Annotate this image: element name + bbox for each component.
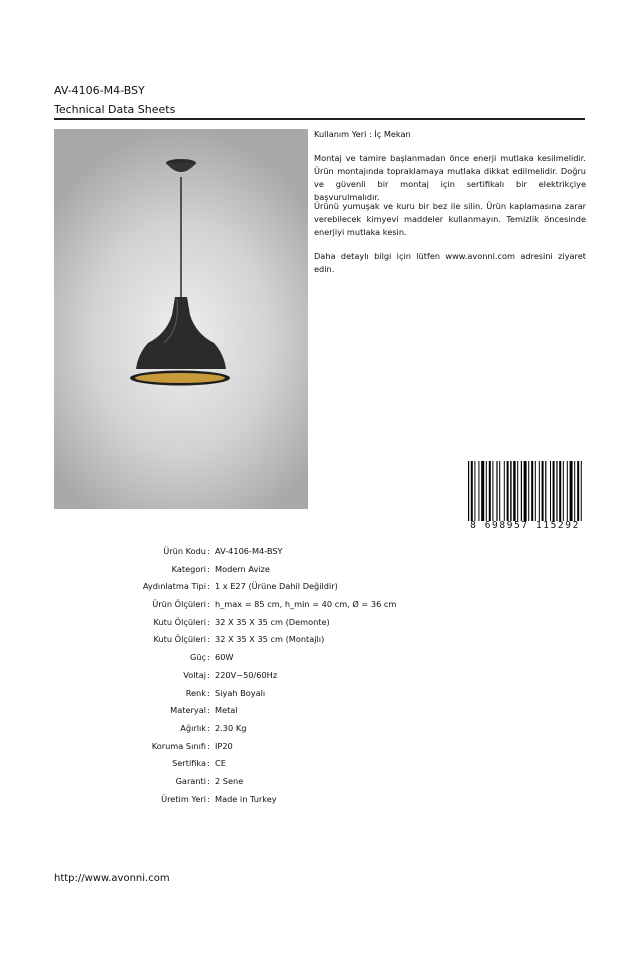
spec-colon: : xyxy=(207,546,210,556)
spec-value: h_max = 85 cm, h_min = 40 cm, Ø = 36 cm xyxy=(215,599,397,610)
spec-value: AV-4106-M4-BSY xyxy=(215,546,283,556)
footer-url[interactable]: http://www.avonni.com xyxy=(54,873,170,884)
product-code-title: AV-4106-M4-BSY xyxy=(54,84,145,97)
barcode-bar xyxy=(574,461,575,521)
spec-row xyxy=(0,740,640,758)
spec-colon: : xyxy=(207,634,210,645)
spec-value: Metal xyxy=(215,705,238,716)
spec-colon: : xyxy=(207,669,210,680)
barcode-bar xyxy=(581,461,582,521)
spec-label: Güç xyxy=(189,652,206,663)
barcode-bar xyxy=(556,461,557,521)
barcode-bar xyxy=(553,461,555,521)
spec-colon: : xyxy=(207,705,210,716)
barcode-bar xyxy=(542,461,544,521)
spec-value: Modern Avize xyxy=(215,563,270,574)
spec-label: Kategori xyxy=(171,563,206,574)
spec-colon: : xyxy=(207,740,210,751)
header-divider xyxy=(54,118,585,120)
spec-label: Koruma Sınıfı xyxy=(151,740,206,751)
spec-value: Siyah Boyalı xyxy=(215,687,266,698)
spec-label: Voltaj xyxy=(183,669,206,680)
spec-value: 220V~50/60Hz xyxy=(215,669,278,680)
spec-label: Kutu Ölçüleri xyxy=(153,616,206,627)
spec-value: 2.30 Kg xyxy=(215,722,247,733)
cleaning-note: Ürünü yumuşak ve kuru bir bez ile silin. Ürün kaplamasına zarar verebilecek kimyevi maddeler kullanmayın. Temizlik öncesinde enerjiyi mutlaka kesin. xyxy=(314,201,586,237)
usage-location: Kullanım Yeri : İç Mekan xyxy=(314,129,411,139)
canopy-body xyxy=(166,163,196,172)
barcode-bar xyxy=(559,461,561,521)
spec-row xyxy=(0,598,640,616)
barcode-bar xyxy=(492,461,493,521)
barcode-bar xyxy=(486,461,487,521)
spec-label: Aydınlatma Tipi xyxy=(142,581,206,592)
shade-interior xyxy=(135,373,225,383)
spec-row xyxy=(0,580,640,598)
spec-colon: : xyxy=(207,652,210,663)
spec-value: IP20 xyxy=(215,740,233,751)
barcode-bar xyxy=(570,461,573,521)
spec-value: 2 Sene xyxy=(215,775,244,786)
barcode-bar xyxy=(489,461,491,521)
spec-row xyxy=(0,563,640,581)
spec-colon: : xyxy=(207,563,210,574)
spec-colon: : xyxy=(207,599,210,610)
barcode-bar xyxy=(499,461,500,521)
barcode-bar xyxy=(577,461,579,521)
barcode-bar xyxy=(496,461,497,521)
spec-value: 32 X 35 X 35 cm (Montajlı) xyxy=(215,634,325,645)
spec-row xyxy=(0,616,640,634)
barcode-bar xyxy=(524,461,527,521)
spec-value: 60W xyxy=(215,652,234,663)
barcode-bar xyxy=(550,461,551,521)
spec-label: Ürün Ölçüleri xyxy=(152,599,206,610)
spec-label: Ağırlık xyxy=(180,722,206,733)
barcode-bar xyxy=(478,461,479,521)
spec-colon: : xyxy=(207,616,210,627)
spec-row xyxy=(0,704,640,722)
barcode-bar xyxy=(567,461,568,521)
spec-value: Made in Turkey xyxy=(215,793,277,804)
spec-label: Ürün Kodu xyxy=(163,546,206,556)
barcode-bar xyxy=(539,461,540,521)
spec-colon: : xyxy=(207,758,210,769)
spec-table xyxy=(0,545,640,810)
pendant-lamp-illustration xyxy=(54,129,308,509)
product-photo xyxy=(54,129,308,509)
spec-value: 32 X 35 X 35 cm (Demonte) xyxy=(215,616,330,627)
barcode-bar xyxy=(504,461,505,521)
barcode-bar xyxy=(471,461,473,521)
barcode-bar xyxy=(513,461,515,521)
spec-value: CE xyxy=(215,758,226,769)
spec-colon: : xyxy=(207,687,210,698)
barcode-bars xyxy=(466,461,584,521)
barcode-bar xyxy=(521,461,522,521)
barcode-bar xyxy=(517,461,518,521)
barcode-bar xyxy=(481,461,484,521)
spec-row xyxy=(0,545,640,563)
barcode-bar xyxy=(535,461,536,521)
spec-colon: : xyxy=(207,581,210,592)
spec-label: Sertifika xyxy=(172,758,206,769)
spec-row xyxy=(0,722,640,740)
spec-row xyxy=(0,669,640,687)
barcode-bar xyxy=(528,461,529,521)
spec-row xyxy=(0,757,640,775)
spec-colon: : xyxy=(207,722,210,733)
spec-label: Üretim Yeri xyxy=(161,793,206,804)
barcode-bar xyxy=(531,461,533,521)
spec-row xyxy=(0,633,640,651)
spec-label: Renk xyxy=(185,687,206,698)
barcode-bar xyxy=(468,461,469,521)
installation-note: Montaj ve tamire başlanmadan önce enerji mutlaka kesilmelidir. Ürün montajında topraklamaya mutlaka dikkat edilmelidir. Doğru ve güvenli bir montaj için sertifikalı bir elektrikçiye başvurulmalıdır. xyxy=(314,153,586,202)
spec-colon: : xyxy=(207,775,210,786)
barcode-bar xyxy=(507,461,509,521)
barcode-bar xyxy=(510,461,511,521)
lamp-cord xyxy=(180,177,181,297)
spec-colon: : xyxy=(207,793,210,804)
barcode-bar xyxy=(545,461,546,521)
barcode-bar xyxy=(474,461,475,521)
spec-row xyxy=(0,651,640,669)
website-note: Daha detaylı bilgi için lütfen www.avonni.com adresini ziyaret edin. xyxy=(314,251,586,274)
spec-value: 1 x E27 (Ürüne Dahil Değildir) xyxy=(215,581,338,592)
spec-row xyxy=(0,687,640,705)
spec-row xyxy=(0,775,640,793)
spec-row xyxy=(0,793,640,811)
spec-label: Kutu Ölçüleri xyxy=(153,634,206,645)
barcode-digits: 8 698957 115292 xyxy=(470,520,580,531)
barcode-bar xyxy=(563,461,564,521)
document-subtitle: Technical Data Sheets xyxy=(54,103,176,116)
spec-label: Garanti xyxy=(175,775,206,786)
lamp-shade xyxy=(136,297,226,369)
spec-label: Materyal xyxy=(170,705,206,716)
